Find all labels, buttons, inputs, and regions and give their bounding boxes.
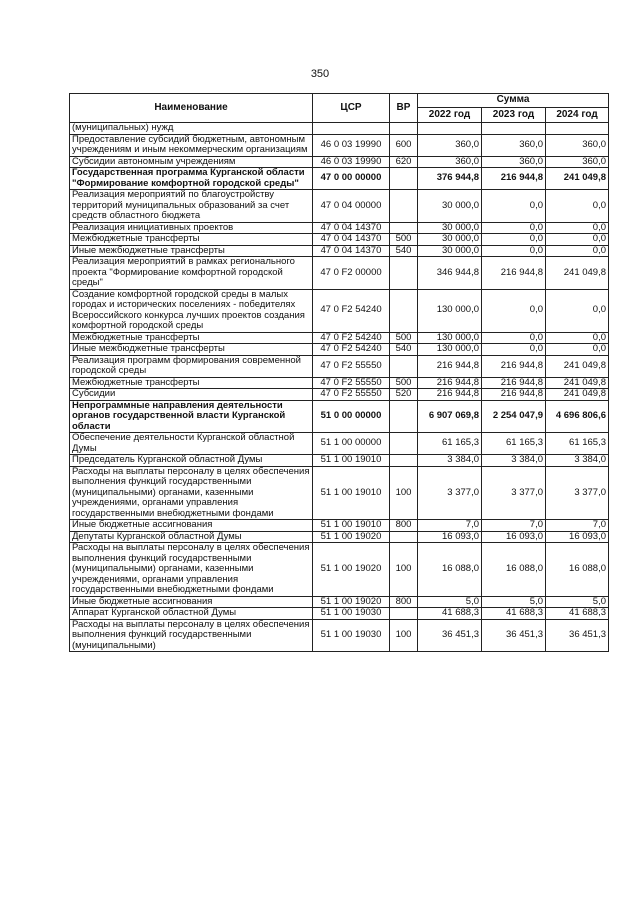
row-amount-2024: 0,0 bbox=[546, 332, 609, 344]
row-vr bbox=[390, 123, 418, 135]
row-amount-2024: 16 093,0 bbox=[546, 531, 609, 543]
row-amount-2023: 61 165,3 bbox=[482, 433, 546, 455]
row-amount-2023: 216 944,8 bbox=[482, 389, 546, 401]
row-amount-2023: 41 688,3 bbox=[482, 608, 546, 620]
row-amount-2024: 241 049,8 bbox=[546, 389, 609, 401]
row-csr: 51 1 00 19020 bbox=[313, 531, 390, 543]
row-amount-2023: 0,0 bbox=[482, 245, 546, 257]
row-vr bbox=[390, 608, 418, 620]
row-amount-2024: 7,0 bbox=[546, 520, 609, 532]
header-year-2023: 2023 год bbox=[482, 108, 546, 123]
row-amount-2024: 360,0 bbox=[546, 156, 609, 168]
row-name: Аппарат Курганской областной Думы bbox=[70, 608, 313, 620]
table-row bbox=[70, 400, 609, 433]
row-amount-2023: 3 384,0 bbox=[482, 455, 546, 467]
row-vr bbox=[390, 257, 418, 290]
row-name: Реализация инициативных проектов bbox=[70, 222, 313, 234]
row-amount-2023: 3 377,0 bbox=[482, 466, 546, 520]
table-row bbox=[70, 389, 609, 401]
row-amount-2022: 360,0 bbox=[418, 156, 482, 168]
table-row bbox=[70, 608, 609, 620]
row-csr: 47 0 04 14370 bbox=[313, 245, 390, 257]
table-row bbox=[70, 222, 609, 234]
row-amount-2024: 241 049,8 bbox=[546, 257, 609, 290]
table-row bbox=[70, 466, 609, 520]
row-vr bbox=[390, 289, 418, 332]
row-vr bbox=[390, 190, 418, 223]
row-amount-2024: 241 049,8 bbox=[546, 377, 609, 389]
row-amount-2023: 216 944,8 bbox=[482, 257, 546, 290]
row-name: Межбюджетные трансферты bbox=[70, 234, 313, 246]
row-amount-2024: 360,0 bbox=[546, 134, 609, 156]
row-amount-2022: 30 000,0 bbox=[418, 222, 482, 234]
row-amount-2024: 41 688,3 bbox=[546, 608, 609, 620]
row-name: Государственная программа Курганской области "Формирование комфортной городской среды" bbox=[70, 168, 313, 190]
table-body bbox=[70, 123, 609, 652]
table-row bbox=[70, 245, 609, 257]
header-year-2022: 2022 год bbox=[418, 108, 482, 123]
row-amount-2022: 376 944,8 bbox=[418, 168, 482, 190]
row-amount-2024: 61 165,3 bbox=[546, 433, 609, 455]
table-row bbox=[70, 190, 609, 223]
row-csr: 51 1 00 19030 bbox=[313, 608, 390, 620]
table-header bbox=[70, 94, 609, 123]
row-amount-2022: 5,0 bbox=[418, 596, 482, 608]
header-csr: ЦСР bbox=[313, 94, 390, 123]
row-csr: 46 0 03 19990 bbox=[313, 156, 390, 168]
row-csr: 47 0 F2 54240 bbox=[313, 344, 390, 356]
row-amount-2024 bbox=[546, 123, 609, 135]
row-vr: 600 bbox=[390, 134, 418, 156]
row-csr: 51 0 00 00000 bbox=[313, 400, 390, 433]
row-amount-2024: 0,0 bbox=[546, 222, 609, 234]
row-amount-2024: 5,0 bbox=[546, 596, 609, 608]
row-csr: 51 1 00 19030 bbox=[313, 619, 390, 652]
row-amount-2022: 16 093,0 bbox=[418, 531, 482, 543]
row-name: Иные бюджетные ассигнования bbox=[70, 520, 313, 532]
row-name: Председатель Курганской областной Думы bbox=[70, 455, 313, 467]
row-amount-2022 bbox=[418, 123, 482, 135]
row-amount-2022: 16 088,0 bbox=[418, 543, 482, 597]
row-amount-2023: 0,0 bbox=[482, 332, 546, 344]
row-csr: 47 0 F2 55550 bbox=[313, 355, 390, 377]
row-amount-2022: 346 944,8 bbox=[418, 257, 482, 290]
row-name: Обеспечение деятельности Курганской областной Думы bbox=[70, 433, 313, 455]
table-row bbox=[70, 257, 609, 290]
row-amount-2022: 61 165,3 bbox=[418, 433, 482, 455]
row-vr: 540 bbox=[390, 245, 418, 257]
row-amount-2024: 36 451,3 bbox=[546, 619, 609, 652]
row-amount-2023: 36 451,3 bbox=[482, 619, 546, 652]
row-csr: 51 1 00 19010 bbox=[313, 455, 390, 467]
row-csr: 51 1 00 19020 bbox=[313, 596, 390, 608]
row-amount-2024: 0,0 bbox=[546, 344, 609, 356]
row-amount-2023: 16 093,0 bbox=[482, 531, 546, 543]
row-amount-2023: 7,0 bbox=[482, 520, 546, 532]
row-amount-2024: 4 696 806,6 bbox=[546, 400, 609, 433]
row-vr: 520 bbox=[390, 389, 418, 401]
table-row bbox=[70, 596, 609, 608]
header-name: Наименование bbox=[70, 94, 313, 123]
row-vr bbox=[390, 168, 418, 190]
row-csr: 51 1 00 19020 bbox=[313, 543, 390, 597]
table-row bbox=[70, 433, 609, 455]
row-amount-2023: 360,0 bbox=[482, 156, 546, 168]
row-vr: 500 bbox=[390, 234, 418, 246]
row-amount-2023: 360,0 bbox=[482, 134, 546, 156]
row-vr bbox=[390, 455, 418, 467]
row-vr: 620 bbox=[390, 156, 418, 168]
row-name: (муниципальных) нужд bbox=[70, 123, 313, 135]
row-amount-2022: 30 000,0 bbox=[418, 234, 482, 246]
row-amount-2022: 30 000,0 bbox=[418, 190, 482, 223]
row-name: Реализация мероприятий в рамках регионального проекта "Формирование комфортной городской среды" bbox=[70, 257, 313, 290]
row-amount-2023: 0,0 bbox=[482, 289, 546, 332]
row-amount-2023: 16 088,0 bbox=[482, 543, 546, 597]
row-amount-2024: 241 049,8 bbox=[546, 168, 609, 190]
row-amount-2022: 130 000,0 bbox=[418, 332, 482, 344]
row-amount-2023: 0,0 bbox=[482, 344, 546, 356]
table-row bbox=[70, 619, 609, 652]
row-amount-2024: 0,0 bbox=[546, 190, 609, 223]
row-csr: 51 1 00 19010 bbox=[313, 466, 390, 520]
row-name: Депутаты Курганской областной Думы bbox=[70, 531, 313, 543]
row-csr: 47 0 F2 55550 bbox=[313, 377, 390, 389]
table-row bbox=[70, 332, 609, 344]
row-csr: 47 0 04 14370 bbox=[313, 222, 390, 234]
table-row bbox=[70, 156, 609, 168]
row-name: Реализация мероприятий по благоустройству территорий муниципальных образований за счет средств областного бюджета bbox=[70, 190, 313, 223]
row-csr: 47 0 04 00000 bbox=[313, 190, 390, 223]
row-amount-2024: 0,0 bbox=[546, 234, 609, 246]
row-vr: 100 bbox=[390, 543, 418, 597]
row-amount-2022: 130 000,0 bbox=[418, 344, 482, 356]
row-vr: 500 bbox=[390, 332, 418, 344]
row-name: Иные межбюджетные трансферты bbox=[70, 344, 313, 356]
header-year-2024: 2024 год bbox=[546, 108, 609, 123]
row-name: Расходы на выплаты персоналу в целях обеспечения выполнения функций государственными (муниципальными) органами, казенными учреждениями, органами управления государственными внебюджетными фондами bbox=[70, 466, 313, 520]
row-csr: 51 1 00 19010 bbox=[313, 520, 390, 532]
row-amount-2023 bbox=[482, 123, 546, 135]
row-csr: 47 0 F2 54240 bbox=[313, 332, 390, 344]
row-amount-2022: 6 907 069,8 bbox=[418, 400, 482, 433]
row-amount-2022: 216 944,8 bbox=[418, 377, 482, 389]
row-csr: 47 0 F2 54240 bbox=[313, 289, 390, 332]
table-row bbox=[70, 123, 609, 135]
row-amount-2022: 360,0 bbox=[418, 134, 482, 156]
row-name: Расходы на выплаты персоналу в целях обеспечения выполнения функций государственными (муниципальными) bbox=[70, 619, 313, 652]
table-row bbox=[70, 377, 609, 389]
table-row bbox=[70, 234, 609, 246]
budget-table bbox=[69, 93, 609, 652]
row-vr: 100 bbox=[390, 466, 418, 520]
table-row bbox=[70, 134, 609, 156]
row-csr: 47 0 F2 55550 bbox=[313, 389, 390, 401]
row-amount-2024: 16 088,0 bbox=[546, 543, 609, 597]
row-name: Иные бюджетные ассигнования bbox=[70, 596, 313, 608]
row-csr bbox=[313, 123, 390, 135]
row-name: Межбюджетные трансферты bbox=[70, 332, 313, 344]
row-csr: 47 0 F2 00000 bbox=[313, 257, 390, 290]
table-row bbox=[70, 531, 609, 543]
page-number: 350 bbox=[310, 68, 330, 80]
row-vr: 100 bbox=[390, 619, 418, 652]
row-amount-2022: 3 377,0 bbox=[418, 466, 482, 520]
table-row bbox=[70, 168, 609, 190]
row-name: Создание комфортной городской среды в малых городах и исторических поселениях - победителях Всероссийского конкурса лучших проектов создания комфортной городской среды bbox=[70, 289, 313, 332]
table-row bbox=[70, 543, 609, 597]
row-amount-2022: 7,0 bbox=[418, 520, 482, 532]
header-vr: ВР bbox=[390, 94, 418, 123]
row-amount-2023: 216 944,8 bbox=[482, 377, 546, 389]
row-amount-2022: 130 000,0 bbox=[418, 289, 482, 332]
row-name: Расходы на выплаты персоналу в целях обеспечения выполнения функций государственными (муниципальными) органами, казенными учреждениями, органами управления государственными внебюджетными фондами bbox=[70, 543, 313, 597]
row-amount-2023: 216 944,8 bbox=[482, 168, 546, 190]
row-vr: 800 bbox=[390, 596, 418, 608]
row-name: Субсидии автономным учреждениям bbox=[70, 156, 313, 168]
row-amount-2023: 2 254 047,9 bbox=[482, 400, 546, 433]
row-name: Субсидии bbox=[70, 389, 313, 401]
row-name: Иные межбюджетные трансферты bbox=[70, 245, 313, 257]
header-sum: Сумма bbox=[418, 94, 609, 108]
row-amount-2022: 41 688,3 bbox=[418, 608, 482, 620]
row-amount-2024: 3 377,0 bbox=[546, 466, 609, 520]
row-amount-2023: 0,0 bbox=[482, 234, 546, 246]
row-name: Межбюджетные трансферты bbox=[70, 377, 313, 389]
row-amount-2022: 30 000,0 bbox=[418, 245, 482, 257]
table-row bbox=[70, 344, 609, 356]
table-row bbox=[70, 289, 609, 332]
row-amount-2024: 0,0 bbox=[546, 289, 609, 332]
row-amount-2023: 0,0 bbox=[482, 190, 546, 223]
row-vr: 500 bbox=[390, 377, 418, 389]
row-csr: 46 0 03 19990 bbox=[313, 134, 390, 156]
row-vr bbox=[390, 531, 418, 543]
row-vr bbox=[390, 222, 418, 234]
row-name: Реализация программ формирования современной городской среды bbox=[70, 355, 313, 377]
row-vr: 800 bbox=[390, 520, 418, 532]
row-amount-2023: 216 944,8 bbox=[482, 355, 546, 377]
row-vr: 540 bbox=[390, 344, 418, 356]
row-amount-2024: 0,0 bbox=[546, 245, 609, 257]
row-amount-2024: 241 049,8 bbox=[546, 355, 609, 377]
row-amount-2022: 216 944,8 bbox=[418, 355, 482, 377]
row-amount-2022: 216 944,8 bbox=[418, 389, 482, 401]
table-row bbox=[70, 355, 609, 377]
row-amount-2022: 36 451,3 bbox=[418, 619, 482, 652]
row-vr bbox=[390, 400, 418, 433]
row-csr: 47 0 04 14370 bbox=[313, 234, 390, 246]
row-vr bbox=[390, 355, 418, 377]
row-csr: 47 0 00 00000 bbox=[313, 168, 390, 190]
row-amount-2023: 0,0 bbox=[482, 222, 546, 234]
row-vr bbox=[390, 433, 418, 455]
row-csr: 51 1 00 00000 bbox=[313, 433, 390, 455]
table-row bbox=[70, 455, 609, 467]
row-amount-2022: 3 384,0 bbox=[418, 455, 482, 467]
row-name: Непрограммные направления деятельности органов государственной власти Курганской области bbox=[70, 400, 313, 433]
row-amount-2024: 3 384,0 bbox=[546, 455, 609, 467]
table-row bbox=[70, 520, 609, 532]
row-name: Предоставление субсидий бюджетным, автономным учреждениям и иным некоммерческим организациям bbox=[70, 134, 313, 156]
row-amount-2023: 5,0 bbox=[482, 596, 546, 608]
